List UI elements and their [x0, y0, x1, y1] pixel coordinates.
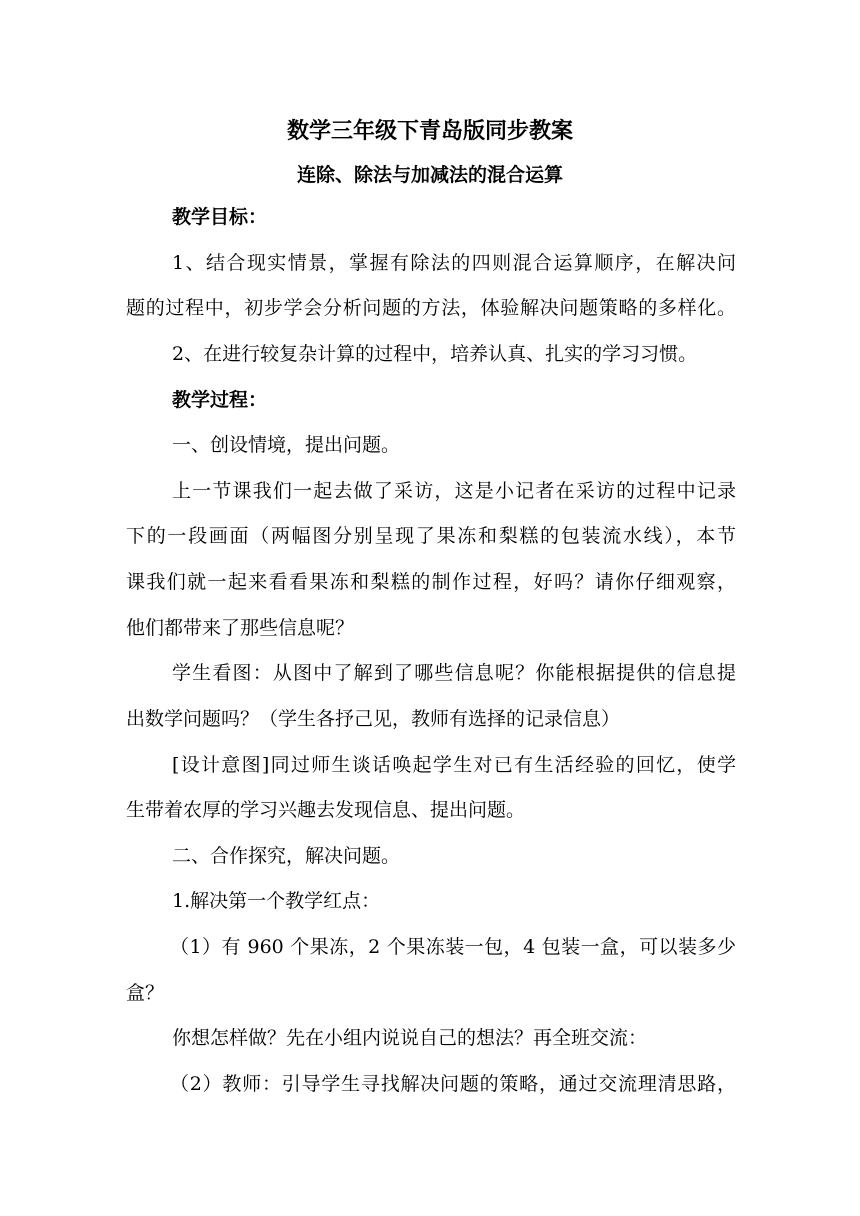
goal2-text: 2、在进行较复杂计算的过程中，培养认真、扎实的学习习惯。: [172, 343, 698, 365]
question2-line1: （2）教师：引导学生寻找解决问题的策略，通过交流理清思路，: [170, 1073, 736, 1095]
design-intent-line2: 生带着农厚的学习兴趣去发现信息、提出问题。: [126, 799, 526, 821]
section2-heading: 二、合作探究，解决问题。: [172, 845, 401, 867]
observe-line1: 学生看图：从图中了解到了哪些信息呢？你能根据提供的信息提: [172, 662, 736, 684]
question1-line1: （1）有 960 个果冻，2 个果冻装一包，4 包装一盒，可以装多少: [170, 936, 736, 958]
document-title: 数学三年级下青岛版同步教案: [286, 118, 573, 144]
point1-heading: 1.解决第一个教学红点：: [172, 890, 381, 912]
goals-heading: 教学目标：: [172, 206, 268, 228]
section1-heading: 一、创设情境，提出问题。: [172, 434, 401, 456]
design-intent-line1: [设计意图]同过师生谈话唤起学生对已有生活经验的回忆，使学: [172, 754, 736, 776]
goal1-line1: 1、结合现实情景，掌握有除法的四则混合运算顺序，在解决问: [172, 252, 736, 274]
intro-line1: 上一节课我们一起去做了采访，这是小记者在采访的过程中记录: [172, 480, 736, 502]
observe-line2: 出数学问题吗？（学生各抒己见，教师有选择的记录信息）: [126, 708, 621, 730]
document-subtitle: 连除、除法与加减法的混合运算: [296, 164, 563, 186]
goal1-line2: 题的过程中，初步学会分析问题的方法，体验解决问题策略的多样化。: [126, 297, 736, 319]
intro-line2: 下的一段画面（两幅图分别呈现了果冻和梨糕的包装流水线），本节: [126, 525, 736, 547]
question1-line2: 盒？: [126, 982, 165, 1004]
process-heading: 教学过程：: [172, 389, 268, 411]
intro-line3: 课我们就一起来看看果冻和梨糕的制作过程，好吗？请你仔细观察，: [126, 571, 736, 593]
intro-line4: 他们都带来了那些信息呢？: [126, 617, 355, 639]
discussion-prompt: 你想怎样做？先在小组内说说自己的想法？再全班交流：: [172, 1027, 648, 1049]
